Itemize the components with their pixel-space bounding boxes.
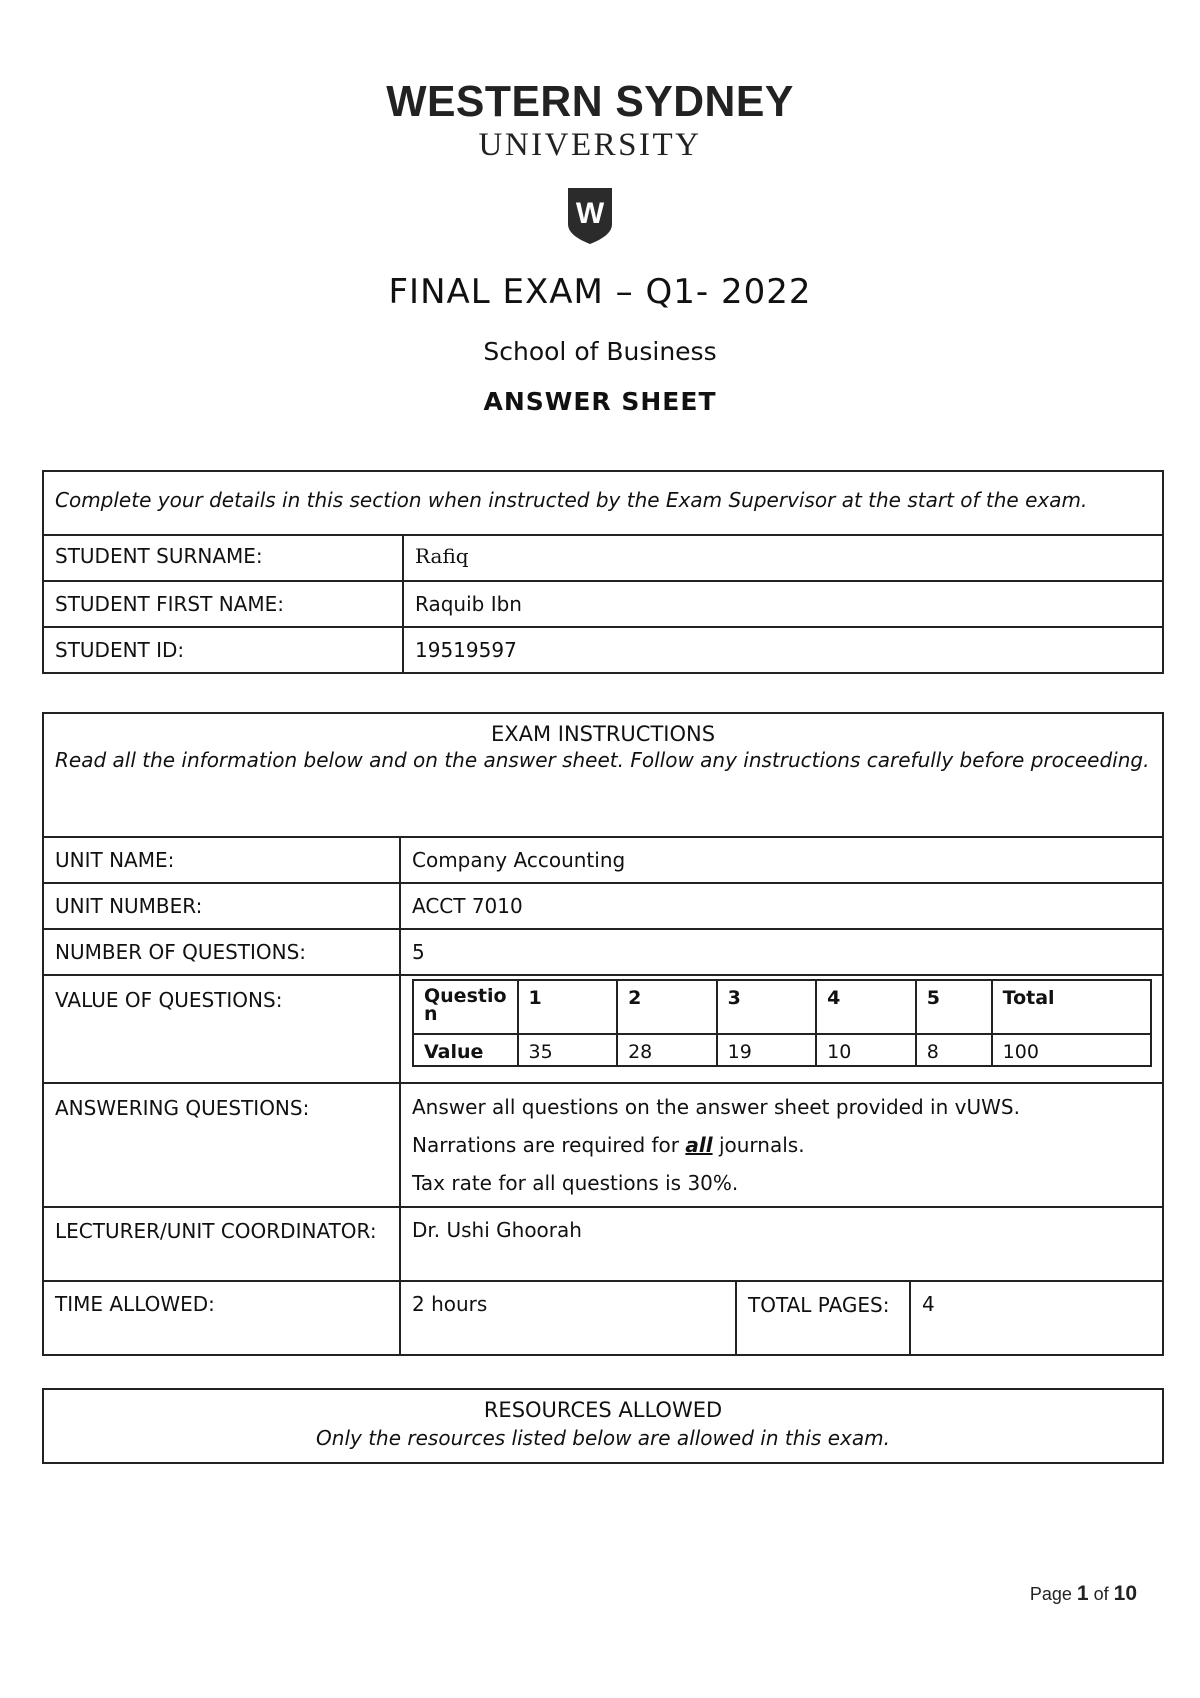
university-logo	[0, 78, 1180, 250]
time-value-cell	[400, 1281, 736, 1355]
firstname-value: Raquib Ibn	[403, 581, 1163, 627]
unit-name-value: Company Accounting	[400, 837, 1163, 883]
firstname-label: STUDENT FIRST NAME:	[43, 581, 403, 627]
value-questions-label: VALUE OF QUESTIONS:	[43, 975, 400, 1083]
sheet-title: ANSWER SHEET	[483, 387, 717, 416]
question-header-label: Questio n	[413, 980, 518, 1034]
instructions-header-cell	[43, 713, 1163, 837]
question-header-1: 1	[518, 980, 618, 1034]
page-current: 1	[1076, 1582, 1089, 1605]
value-questions-cell	[400, 975, 1163, 1083]
question-header-total: Total	[992, 980, 1151, 1034]
answering-line1: Answer all questions on the answer sheet provided in vUWS.	[412, 1095, 1020, 1119]
id-label: STUDENT ID:	[43, 627, 403, 673]
pages-cell	[736, 1281, 1163, 1355]
exam-instructions-table	[42, 712, 1164, 1356]
unit-number-value: ACCT 7010	[400, 883, 1163, 929]
page-word: Page	[1029, 1584, 1072, 1604]
lecturer-value: Dr. Ushi Ghoorah	[400, 1207, 1163, 1281]
surname-label: STUDENT SURNAME:	[43, 535, 403, 581]
school-name: School of Business	[483, 337, 717, 366]
value-1: 35	[518, 1034, 618, 1066]
logo-line2: UNIVERSITY	[478, 127, 702, 163]
answering-label: ANSWERING QUESTIONS:	[43, 1083, 400, 1207]
student-details-table	[42, 470, 1164, 674]
num-questions-label: NUMBER OF QUESTIONS:	[43, 929, 400, 975]
logo-line1: WESTERN SYDNEY	[386, 77, 794, 126]
resources-table	[42, 1388, 1164, 1464]
value-row-label: Value	[413, 1034, 518, 1066]
value-2: 28	[617, 1034, 717, 1066]
value-3: 19	[717, 1034, 817, 1066]
question-header-4: 4	[816, 980, 916, 1034]
pages-label: TOTAL PAGES:	[737, 1282, 911, 1354]
value-4: 10	[816, 1034, 916, 1066]
question-header-2: 2	[617, 980, 717, 1034]
unit-number-label: UNIT NUMBER:	[43, 883, 400, 929]
time-label: TIME ALLOWED:	[43, 1281, 400, 1355]
surname-value: Rafiq	[403, 535, 1163, 581]
answering-line2-post: journals.	[712, 1133, 805, 1157]
shield-icon	[566, 186, 614, 250]
svg-text:W: W	[575, 197, 605, 230]
time-value: 2 hours	[412, 1292, 488, 1316]
value-5: 8	[916, 1034, 992, 1066]
answering-cell	[400, 1083, 1163, 1207]
page-total: 10	[1113, 1582, 1137, 1605]
instructions-note: Read all the information below and on the answer sheet. Follow any instructions carefully before proceeding.	[55, 748, 1150, 772]
question-header-5: 5	[916, 980, 992, 1034]
num-questions-value: 5	[400, 929, 1163, 975]
question-header-3: 3	[717, 980, 817, 1034]
instructions-heading: EXAM INSTRUCTIONS	[490, 722, 716, 746]
answering-line2	[412, 1134, 1151, 1156]
id-value: 19519597	[403, 627, 1163, 673]
resources-cell	[43, 1389, 1163, 1463]
of-word: of	[1093, 1584, 1109, 1604]
resources-heading: RESOURCES ALLOWED	[483, 1398, 723, 1422]
page-footer	[1030, 1582, 1137, 1606]
value-total: 100	[992, 1034, 1151, 1066]
lecturer-label: LECTURER/UNIT COORDINATOR:	[43, 1207, 400, 1281]
unit-name-label: UNIT NAME:	[43, 837, 400, 883]
resources-note: Only the resources listed below are allowed in this exam.	[316, 1426, 890, 1450]
pages-value: 4	[922, 1292, 935, 1316]
question-values-table	[412, 979, 1152, 1067]
answering-line2-pre: Narrations are required for	[412, 1133, 686, 1157]
answering-line2-emphasis: all	[685, 1133, 713, 1157]
answering-line3: Tax rate for all questions is 30%.	[412, 1171, 739, 1195]
student-details-note: Complete your details in this section when instructed by the Exam Supervisor at the start of the exam.	[43, 471, 1163, 535]
exam-title: FINAL EXAM – Q1- 2022	[388, 272, 812, 312]
